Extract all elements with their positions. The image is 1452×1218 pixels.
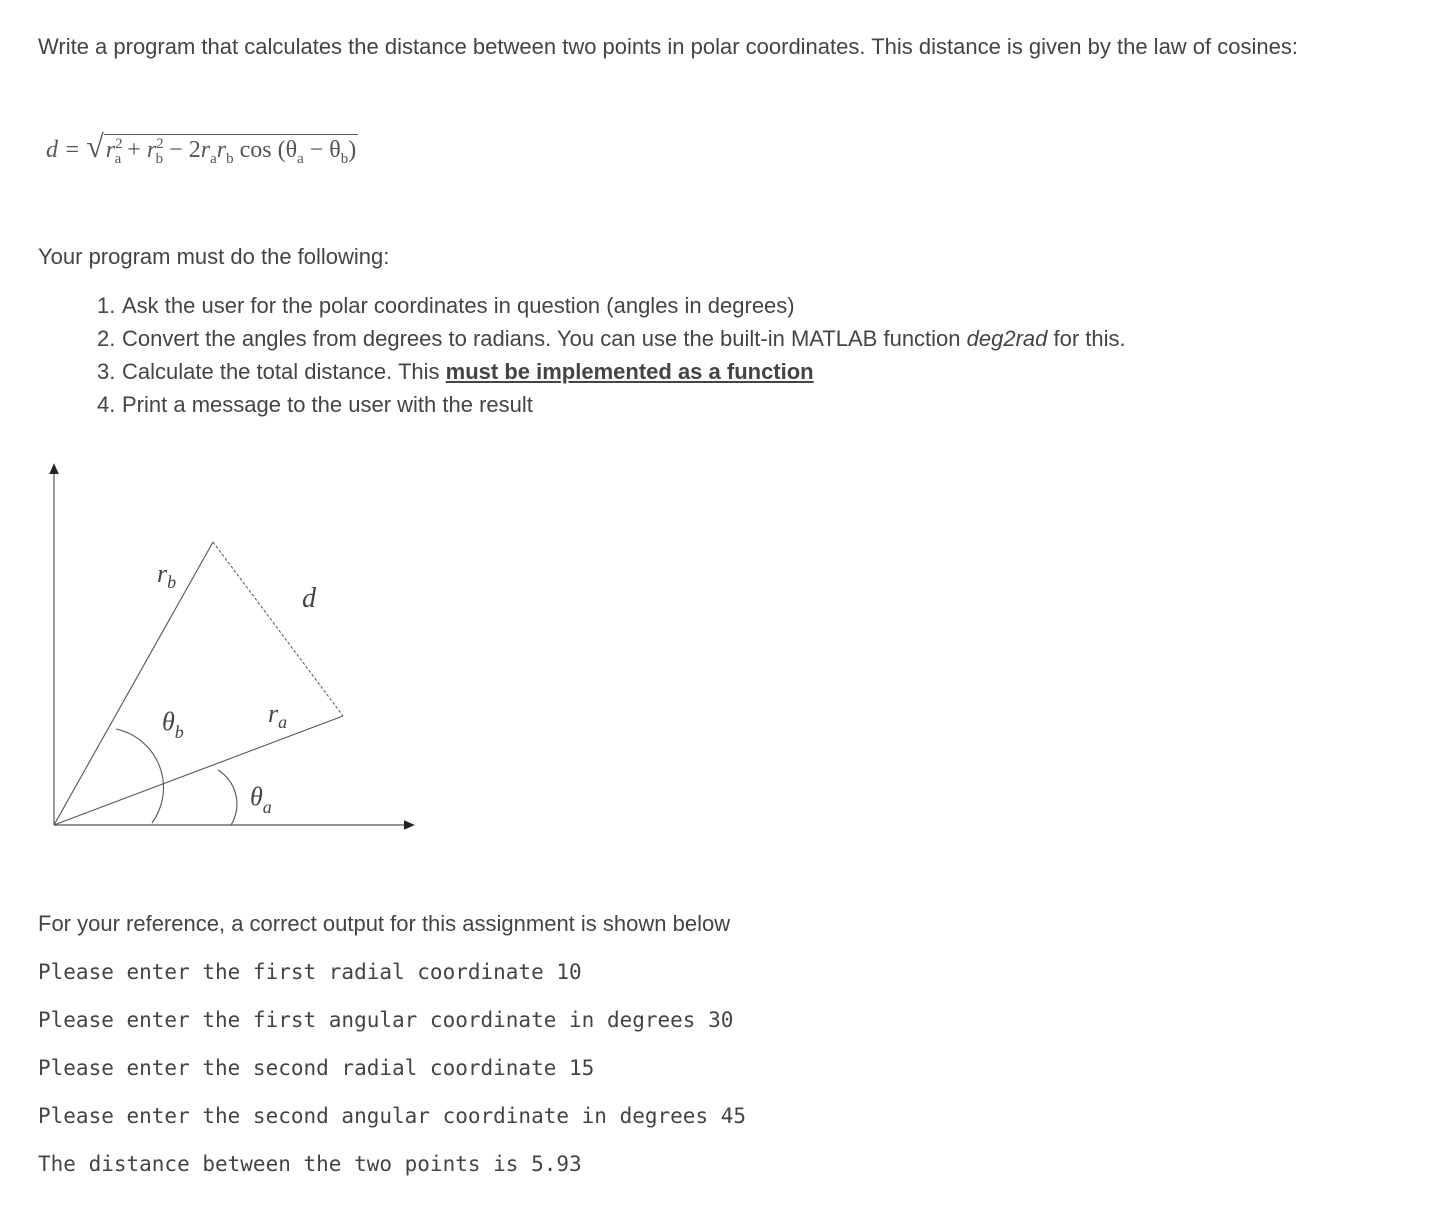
formula-minus-theta-b: − θ xyxy=(309,137,341,163)
task-text: Convert the angles from degrees to radians. You can use the built-in MATLAB function xyxy=(122,326,967,351)
formula-rb-sup: 2 xyxy=(156,136,164,152)
formula-cos: cos xyxy=(239,137,272,163)
formula-ra2: r xyxy=(200,137,211,163)
task-text-after: for this. xyxy=(1047,326,1126,351)
task-number: 1. xyxy=(97,293,116,318)
deg2rad-function-name: deg2rad xyxy=(966,326,1048,351)
console-line: Please enter the first angular coordinate in degrees 30 xyxy=(38,1008,734,1032)
task-number: 3. xyxy=(97,359,116,384)
function-requirement-emphasis: must be implemented as a function xyxy=(445,359,814,384)
reference-note: For your reference, a correct output for this assignment is shown below xyxy=(38,911,731,936)
polar-coordinates-diagram xyxy=(0,450,440,850)
formula-minus-term: − 2 xyxy=(169,137,201,163)
formula-theta-b-sub: b xyxy=(340,150,349,167)
console-line: Please enter the second angular coordinate in degrees 45 xyxy=(38,1104,747,1128)
task-item-4 xyxy=(97,391,1126,424)
formula-theta-a-sub: a xyxy=(297,150,304,167)
intro-paragraph: Write a program that calculates the distance between two points in polar coordinates. This distance is given by the law of cosines: xyxy=(38,34,1298,59)
console-line: Please enter the first radial coordinate 10 xyxy=(38,960,582,984)
task-text: Calculate the total distance. This xyxy=(122,359,446,384)
formula-rb: r xyxy=(146,137,157,163)
label-theta-b: $\theta_b$ xyxy=(162,707,184,742)
formula-rb2: r xyxy=(216,137,227,163)
label-d: d xyxy=(302,583,316,614)
angle-theta-a-arc xyxy=(218,770,237,825)
formula-ra2-sub: a xyxy=(210,150,217,167)
task-text: Print a message to the user with the result xyxy=(122,392,533,417)
formula-close: ) xyxy=(348,137,357,163)
task-item-3 xyxy=(97,358,1126,391)
task-list xyxy=(97,292,1126,424)
console-line: Please enter the second radial coordinate 15 xyxy=(38,1056,595,1080)
label-rb: $r_b$ xyxy=(157,559,177,592)
task-item-1 xyxy=(97,292,1126,325)
console-line: The distance between the two points is 5.93 xyxy=(38,1152,582,1176)
label-ra: $r_a$ xyxy=(268,699,288,732)
formula-open: (θ xyxy=(277,137,298,163)
sample-console-output xyxy=(38,958,746,1198)
formula-ra-sub: a xyxy=(114,150,122,167)
task-item-2 xyxy=(97,325,1126,358)
law-of-cosines-formula xyxy=(46,128,358,168)
tasks-heading: Your program must do the following: xyxy=(38,244,390,269)
vector-rb xyxy=(54,542,213,825)
formula-lhs: d = xyxy=(46,137,81,163)
formula-ra-sup: 2 xyxy=(115,136,123,152)
sqrt-sign: √ xyxy=(86,128,104,164)
distance-line-d xyxy=(213,542,343,716)
formula-rb2-sub: b xyxy=(226,150,234,167)
formula-radicand xyxy=(104,134,359,167)
label-theta-a: $\theta_a$ xyxy=(250,782,272,817)
task-number: 2. xyxy=(97,326,116,351)
formula-plus: + xyxy=(127,137,141,163)
formula-ra: r xyxy=(105,137,116,163)
vector-ra xyxy=(54,716,343,825)
angle-theta-b-arc xyxy=(116,729,163,823)
formula-rb-sub: b xyxy=(155,150,164,167)
task-text: Ask the user for the polar coordinates in question (angles in degrees) xyxy=(122,293,795,318)
task-number: 4. xyxy=(97,392,116,417)
